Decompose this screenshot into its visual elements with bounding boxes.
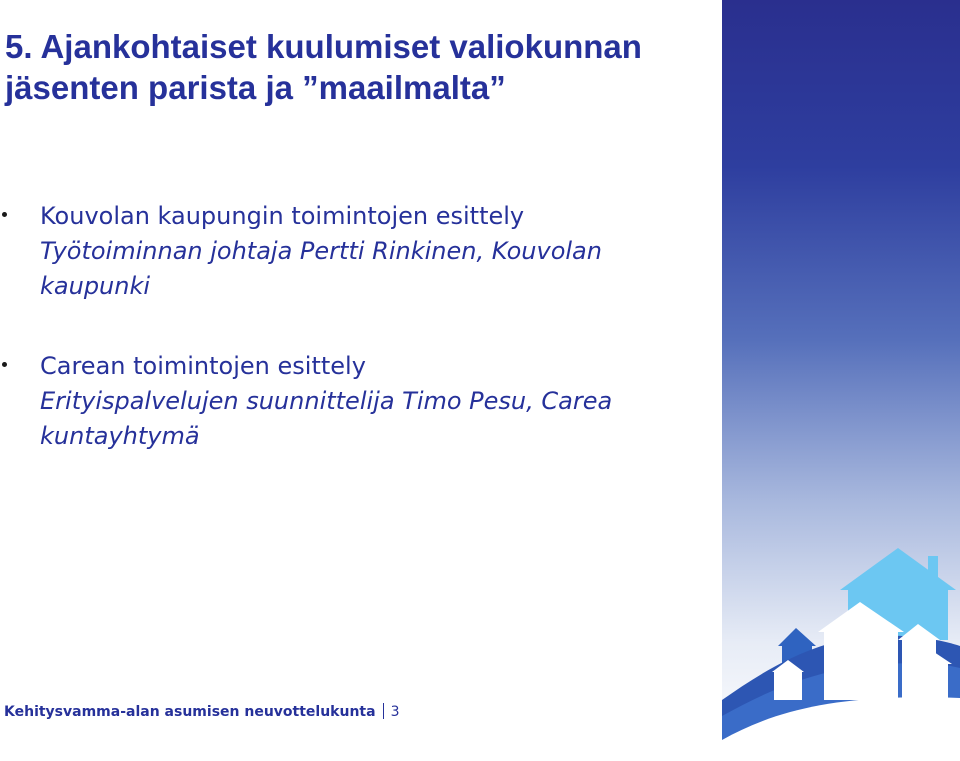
slide-title: 5. Ajankohtaiset kuulumiset valiokunnan jäsenten parista ja ”maailmalta” [5,28,642,106]
decorative-side-panel [722,0,960,756]
list-item-detail: Erityispalvelujen suunnittelija Timo Pesu, Carea kuntayhtymä [40,387,613,450]
houses-illustration-icon [722,0,960,756]
footer-divider [383,703,384,719]
bullet-icon [2,212,7,217]
slide-footer [4,702,399,722]
bullet-icon [2,362,7,367]
list-item-detail: Työtoiminnan johtaja Pertti Rinkinen, Kouvolan kaupunki [40,237,602,300]
list-item-heading: Carean toimintojen esittely [40,352,366,380]
list-item-heading: Kouvolan kaupungin toimintojen esittely [40,202,525,230]
footer-organization: Kehitysvamma-alan asumisen neuvottelukunta [4,704,376,720]
page-number: 3 [390,704,400,720]
